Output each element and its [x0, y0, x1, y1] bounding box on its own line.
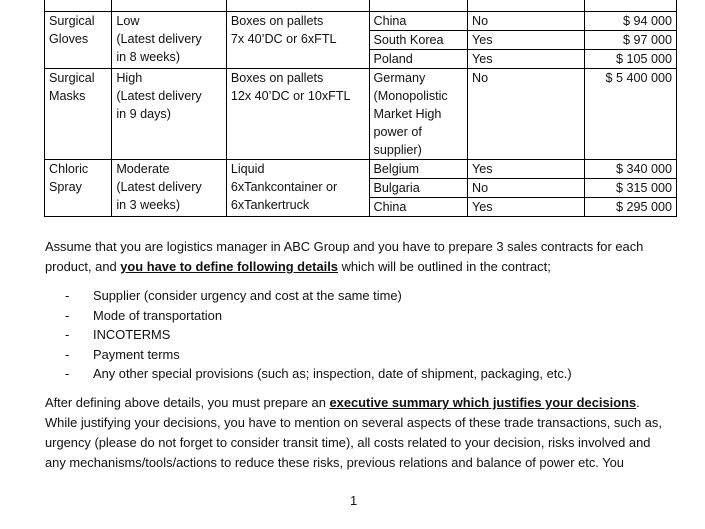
- packaging-cell: Boxes on pallets 12x 40’DC or 10xFTL: [226, 69, 369, 160]
- packaging-cell: Liquid 6xTankcontainer or 6xTankertruck: [226, 160, 369, 217]
- table-row: [45, 160, 677, 217]
- dash-bullet-icon: -: [65, 327, 70, 343]
- requirements-list: [65, 286, 572, 384]
- list-item: - Supplier (consider urgency and cost at the same time): [65, 286, 572, 306]
- origin-cell: China South Korea Poland: [369, 12, 467, 69]
- urgency-cell: Low (Latest delivery in 8 weeks): [112, 12, 227, 69]
- list-item: - Payment terms: [65, 345, 572, 365]
- supplier-table: [44, 0, 677, 217]
- product-cell: Chloric Spray: [45, 160, 112, 217]
- relations-cell: No Yes Yes: [467, 12, 584, 69]
- summary-paragraph: After defining above details, you must prepare an executive summary which justifies your decisions. While justifying your decisions, you have to mention on several aspects of these trade transactions, such as, urgency (please do not forget to consider transit time), all costs related to your decision, risks involved and any mechanisms/tools/actions to reduce these risks, previous relations and balance of power etc. You: [45, 395, 662, 470]
- summary-emphasis: executive summary which justifies your decisions: [329, 395, 637, 410]
- header-relations: [467, 0, 584, 12]
- relations-cell: Yes No Yes: [467, 160, 584, 217]
- list-item: - Any other special provisions (such as; inspection, date of shipment, packaging, etc.): [65, 364, 572, 384]
- price-cell: $ 340 000 $ 315 000 $ 295 000: [584, 160, 676, 217]
- intro-emphasis: you have to define following details: [120, 259, 338, 274]
- table-row: [45, 12, 677, 69]
- product-cell: Surgical Gloves: [45, 12, 112, 69]
- dash-bullet-icon: -: [65, 307, 70, 323]
- product-cell: Surgical Masks: [45, 69, 112, 160]
- urgency-cell: High (Latest delivery in 9 days): [112, 69, 227, 160]
- dash-bullet-icon: -: [65, 288, 70, 303]
- page-number: 1: [350, 493, 358, 508]
- dash-bullet-icon: -: [65, 366, 70, 382]
- list-item: - Mode of transportation: [65, 306, 572, 326]
- dash-bullet-icon: -: [65, 346, 70, 362]
- table-row: [45, 69, 677, 160]
- relations-cell: No: [467, 69, 584, 160]
- table-header-row: [45, 0, 677, 12]
- origin-cell: Belgium Bulgaria China: [369, 160, 467, 217]
- list-item: - INCOTERMS: [65, 325, 572, 345]
- packaging-cell: Boxes on pallets 7x 40’DC or 6xFTL: [226, 12, 369, 69]
- intro-paragraph: Assume that you are logistics manager in ABC Group and you have to prepare 3 sales contracts for each product, and you have to define following details which will be outlined in the contract;: [45, 239, 644, 274]
- price-cell: $ 94 000 $ 97 000 $ 105 000: [584, 12, 676, 69]
- price-cell: $ 5 400 000: [584, 69, 676, 160]
- urgency-cell: Moderate (Latest delivery in 3 weeks): [112, 160, 227, 217]
- header-origin: [369, 0, 467, 12]
- origin-cell: Germany (Monopolistic Market High power of supplier): [369, 69, 467, 160]
